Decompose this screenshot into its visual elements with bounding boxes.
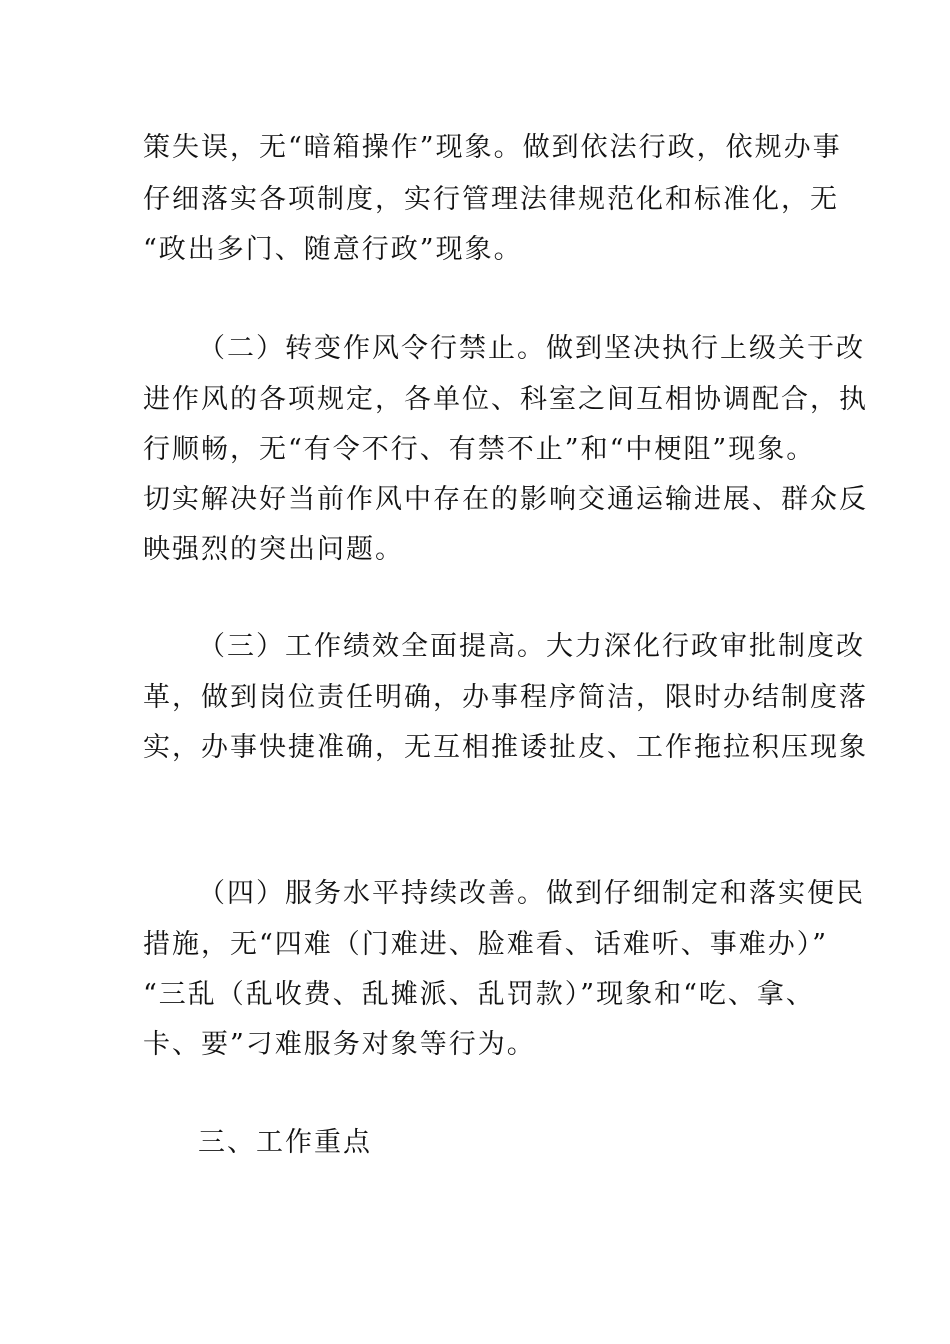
paragraph-line: 革，做到岗位责任明确，办事程序简洁，限时办结制度落 [143,682,868,713]
paragraph-line: 仔细落实各项制度，实行管理法律规范化和标准化，无 [143,184,839,215]
paragraph-line: （四）服务水平持续改善。做到仔细制定和落实便民 [198,878,865,909]
paragraph-line: 进作风的各项规定，各单位、科室之间互相协调配合，执 [143,384,868,415]
paragraph-line: 卡、要”刁难服务对象等行为。 [143,1029,536,1060]
paragraph-line: 映强烈的突出问题。 [143,534,404,565]
paragraph-line: 实，办事快捷准确，无互相推诿扯皮、工作拖拉积压现象 [143,732,868,763]
section-heading: 三、工作重点 [198,1127,372,1158]
paragraph-line: （二）转变作风令行禁止。做到坚决执行上级关于改 [198,333,865,364]
paragraph-line: （三）工作绩效全面提高。大力深化行政审批制度改 [198,631,865,662]
paragraph-line: 策失误，无“暗箱操作”现象。做到依法行政，依规办事 [143,132,842,163]
paragraph-line: “政出多门、随意行政”现象。 [143,234,523,265]
paragraph-line: “三乱（乱收费、乱摊派、乱罚款）”现象和“吃、拿、 [143,979,815,1010]
paragraph-line: 措施，无“四难（门难进、脸难看、话难听、事难办）” [143,929,829,960]
paragraph-line: 切实解决好当前作风中存在的影响交通运输进展、群众反 [143,484,868,515]
paragraph-line: 行顺畅，无“有令不行、有禁不止”和“中梗阻”现象。 [143,434,816,465]
